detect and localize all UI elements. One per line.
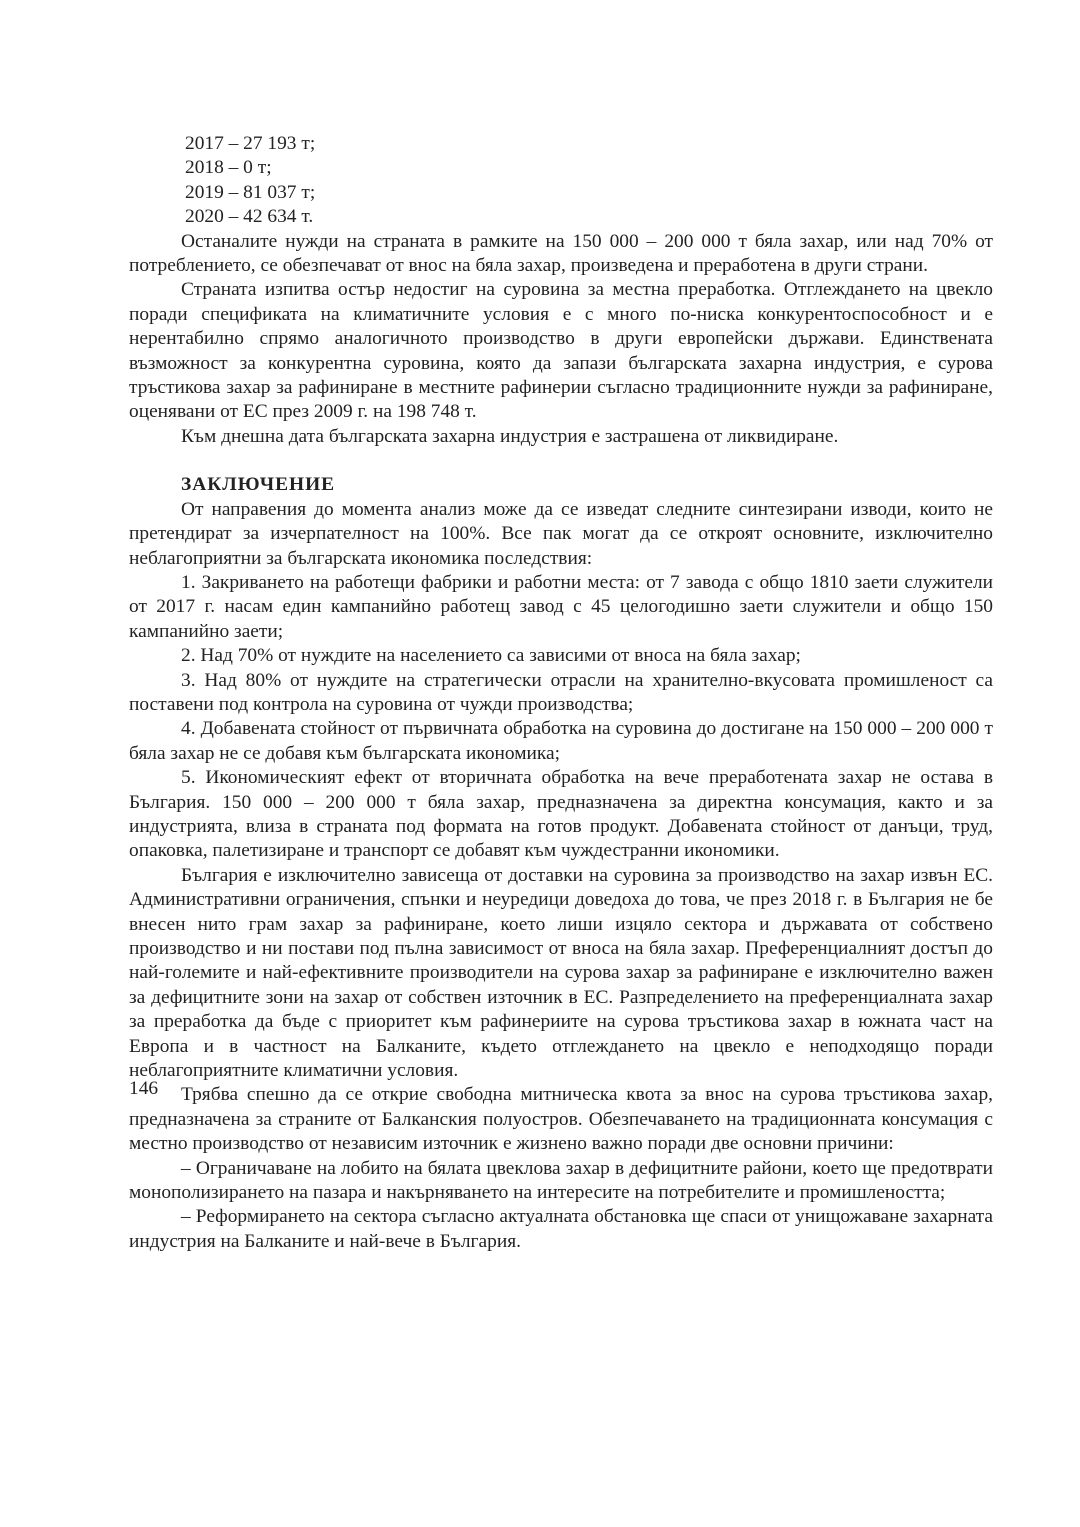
year-item-2017: 2017 – 27 193 т; — [185, 133, 316, 154]
years-list — [129, 132, 993, 230]
year-item-2019: 2019 – 81 037 т; — [185, 181, 316, 203]
paragraph-point-4: 4. Добавената стойност от първичната обработка на суровина до достигане на 150 000 – 200 000 т бяла захар не се добавя към българската икономика; — [129, 718, 993, 764]
paragraph-reason-2: – Реформирането на сектора съгласно актуалната обстановка ще спаси от унищожаване захарната индустрия на Балканите и най-вече в България. — [129, 1206, 993, 1252]
section-title-conclusion: ЗАКЛЮЧЕНИЕ — [181, 474, 336, 496]
paragraph-dependence: България е изключително зависеща от доставки на суровина за производство на захар извън ЕС. Административни ограничения, спънки и неуредици доведоха до това, че през 2018 г. в България не бе внесен нито грам захар за рафиниране, което лиши изцяло сектора и държавата от собствено производство и ни постави под пълна зависимост от вноса на бяла захар. Преференциалният достъп до най-големите и най-ефективните производители на сурова захар за рафиниране е изключително важен за дефицитните зони на захар от собствен източник в ЕС. Разпределението на преференциалната захар за преработка да бъде с приоритет към рафинериите на сурова тръстикова захар в южната част на Европа и в частност на Балканите, където отглеждането на цвекло е неподходящо поради неблагоприятните климатични условия. — [129, 864, 993, 1082]
paragraph-point-2: 2. Над 70% от нуждите на населението са зависими от вноса на бяла захар; — [181, 645, 801, 667]
year-item-2018: 2018 – 0 т; — [185, 157, 272, 179]
year-item-2020: 2020 – 42 634 т. — [185, 206, 314, 228]
paragraph-point-5: 5. Икономическият ефект от вторичната обработка на вече преработената захар не остава в България. 150 000 – 200 000 т бяла захар, предназначена за директна консумация, както и за индустрията, влиза в страната под формата на готов продукт. Добавената стойност от данъци, труд, опаковка, палетизиране и транспорт се добавят към чуждестранни икономики. — [129, 767, 993, 862]
paragraph-raw-material-shortage: Страната изпитва остър недостиг на суровина за местна преработка. Отглеждането на цвекло поради спецификата на климатичните условия е с много по-ниска конкурентоспособност и е нерентабилно спрямо аналогичното производство в други европейски държави. Единствената възможност за конкурентна суровина, която да запази българската захарна индустрия, е сурова тръстикова захар за рафиниране в местните рафинерии съгласно традиционните нужди за рафиниране, оценявани от ЕС през 2009 г. на 198 748 т. — [129, 279, 993, 423]
page-number: 146 — [129, 1078, 159, 1099]
paragraph-conclusion-intro: От направения до момента анализ може да се изведат следните синтезирани изводи, които не претендират за изчерпателност на 100%. Все пак могат да се откроят основните, изключително неблагоприятни за българската икономика последствия: — [129, 498, 993, 569]
paragraph-reason-1: – Ограничаване на лобито на бялата цвеклова захар в дефицитните райони, което ще предотврати монополизирането на пазара и накърняването на интересите на потребителите и промишлеността; — [129, 1157, 993, 1204]
page-body — [129, 132, 993, 1254]
paragraph-customs-quota: Трябва спешно да се открие свободна митническа квота за внос на сурова тръстикова захар, предназначена за страните от Балканския полуостров. Обезпечаването на традиционната консумация с местно производство от независим източник е жизнено важно поради две основни причини: — [129, 1084, 993, 1155]
paragraph-point-3: 3. Над 80% от нуждите на стратегически отрасли на хранително-вкусовата промишленост са поставени под контрола на суровина от чужди производства; — [129, 669, 993, 715]
paragraph-point-1: 1. Закриването на работещи фабрики и работни места: от 7 завода с общо 1810 заети служители от 2017 г. насам един кампанийно работещ завод с 45 целогодишно заети служители и общо 150 кампанийно заети; — [129, 571, 993, 642]
paragraph-liquidation-threat: Към днешна дата българската захарна индустрия е застрашена от ликвидиране. — [181, 425, 839, 447]
paragraph-remaining-needs: Останалите нужди на страната в рамките на 150 000 – 200 000 т бяла захар, или над 70% от потреблението, се обезпечават от внос на бяла захар, произведена и преработена в други страни. — [129, 230, 993, 277]
